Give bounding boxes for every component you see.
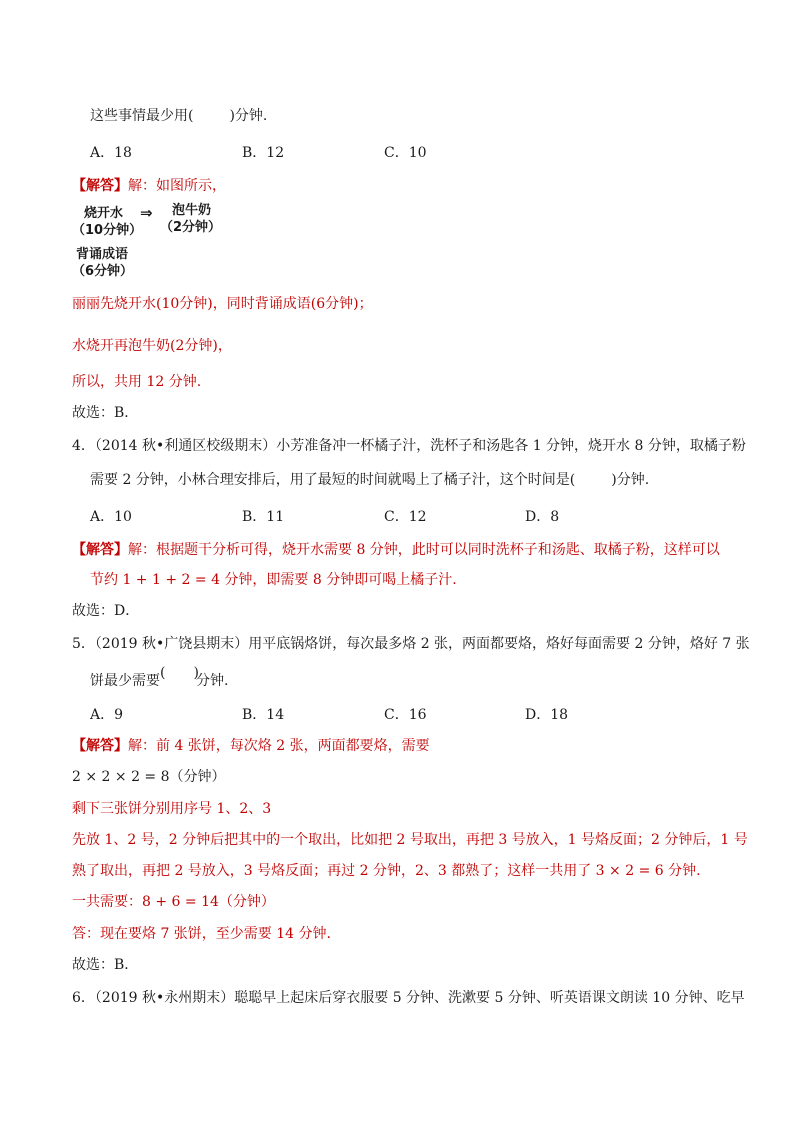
q4-answer-line2: 节约 1 + 1 + 2 = 4 分钟，即需要 8 分钟即可喝上橘子汁. — [90, 572, 457, 588]
q4-option-d: D．8 — [525, 509, 560, 525]
q3-option-c: C．10 — [384, 145, 427, 161]
q3-answer-line1: 丽丽先烧开水(10分钟)，同时背诵成语(6分钟)； — [72, 296, 373, 312]
q5-answer-line5: 熟了取出，再把 2 号放入，3 号烙反面；再过 2 分钟，2、3 都熟了；这样一共用了 3 × 2 = 6 分钟. — [72, 863, 701, 879]
answer-tag: 【解答】 — [72, 178, 128, 194]
q5-option-d: D．18 — [525, 707, 569, 723]
q4-choice: 故选：D． — [72, 603, 140, 619]
q5-option-b: B．14 — [242, 707, 285, 723]
q5-answer-line4: 先放 1、2 号，2 分钟后把其中的一个取出，比如把 2 号取出，再把 3 号放入，1 号烙反面；2 分钟后，1 号 — [72, 832, 748, 848]
q5-stem-line1: 5．（2019 秋•广饶县期末）用平底锅烙饼，每次最多烙 2 张，两面都要烙，烙好每面需要 2 分钟，烙好 7 张 — [72, 636, 750, 652]
q4-option-b: B．11 — [242, 509, 285, 525]
q4-option-a: A．10 — [90, 509, 132, 525]
q4-answer-line1: 【解答】解：根据题干分析可得，烧开水需要 8 分钟，此时可以同时洗杯子和汤匙、取橘子粉，这样可以 — [72, 542, 720, 558]
q4-stem-line1: 4．（2014 秋•利通区校级期末）小芳准备冲一杯橘子汁，洗杯子和汤匙各 1 分钟，烧开水 8 分钟，取橘子粉 — [72, 438, 746, 454]
diagram-node-boil-water: 烧开水 — [84, 206, 124, 221]
q3-answer-intro: 【解答】解：如图所示， — [72, 178, 226, 194]
q3-choice: 故选：B． — [72, 405, 139, 421]
arrow-icon: ⇒ — [140, 204, 153, 222]
q3-answer-line3: 所以，共用 12 分钟. — [72, 374, 202, 390]
q3-stem-tail: 这些事情最少用( )分钟. — [90, 108, 268, 124]
q4-stem-line2: 需要 2 分钟，小林合理安排后，用了最短的时间就喝上了橘子汁，这个时间是( )分钟. — [90, 472, 650, 488]
diagram-node-idioms-time: （6分钟） — [72, 264, 134, 279]
q4-option-c: C．12 — [384, 509, 427, 525]
q5-option-a: A．9 — [90, 707, 124, 723]
q3-option-b: B．12 — [242, 145, 285, 161]
diagram-node-idioms: 背诵成语 — [76, 247, 129, 262]
answer-tag: 【解答】 — [72, 542, 128, 558]
q5-answer-line1: 【解答】解：前 4 张饼，每次烙 2 张，两面都要烙，需要 — [72, 738, 430, 754]
diagram-node-boil-water-time: （10分钟） — [72, 223, 143, 238]
q5-option-c: C．16 — [384, 707, 427, 723]
q5-stem-line2: 饼最少需要( )分钟. — [90, 665, 229, 689]
answer-tag: 【解答】 — [72, 738, 128, 754]
q6-stem-line1: 6．（2019 秋•永州期末）聪聪早上起床后穿衣服要 5 分钟、洗漱要 5 分钟、听英语课文朗读 10 分钟、吃早 — [72, 990, 745, 1006]
q5-answer-line2: 2 × 2 × 2 = 8（分钟） — [72, 769, 226, 785]
q5-answer-line7: 答：现在要烙 7 张饼，至少需要 14 分钟. — [72, 926, 331, 942]
q3-option-a: A．18 — [90, 145, 132, 161]
q5-choice: 故选：B． — [72, 957, 139, 973]
q5-answer-line6: 一共需要：8 + 6 = 14（分钟） — [72, 894, 275, 910]
diagram-node-milk-time: （2分钟） — [160, 220, 222, 235]
q3-answer-line2: 水烧开再泡牛奶(2分钟)， — [72, 338, 232, 354]
q5-answer-line3: 剩下三张饼分别用序号 1、2、3 — [72, 801, 272, 817]
diagram-node-milk: 泡牛奶 — [172, 203, 212, 218]
